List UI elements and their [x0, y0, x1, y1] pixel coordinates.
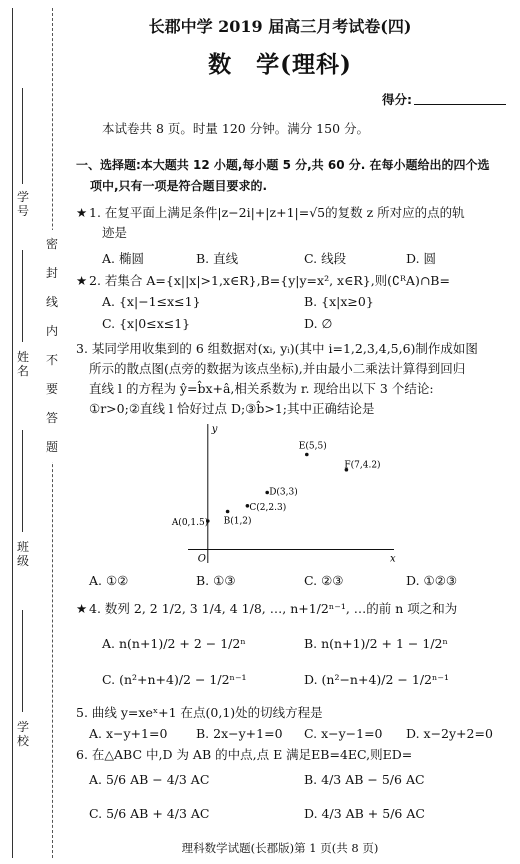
- q5-option-c[interactable]: C. x−y−1=0: [304, 726, 383, 741]
- q5-option-d[interactable]: D. x−2y+2=0: [406, 726, 493, 741]
- subject-title: 数 学(理科): [208, 51, 352, 78]
- q2-stem: 2. 若集合 A={x||x|>1,x∈R},B={y|y=x², x∈R},则(∁ᴿA)∩B=: [89, 273, 450, 288]
- scatter-point-e: [305, 453, 309, 457]
- q6-option-b[interactable]: B. 4/3 AB − 5/6 AC: [304, 772, 425, 787]
- x-axis-label: x: [390, 553, 396, 565]
- q3-option-d[interactable]: D. ①②③: [406, 573, 458, 588]
- q4-option-b[interactable]: B. n(n+1)/2 + 1 − 1/2ⁿ: [304, 636, 448, 651]
- q2-option-c[interactable]: C. {x|0≤x≤1}: [102, 316, 191, 331]
- star-icon: ★: [76, 205, 88, 220]
- star-icon: ★: [76, 273, 88, 288]
- q4-stem: 4. 数列 2, 2 1/2, 3 1/4, 4 1/8, …, n+1/2ⁿ⁻¹, …的前 n 项之和为: [89, 601, 458, 616]
- school-blank: [22, 610, 23, 712]
- origin-label: O: [197, 553, 207, 565]
- q3-option-a[interactable]: A. ①②: [89, 573, 129, 588]
- q1-option-a[interactable]: A. 椭圆: [102, 251, 144, 266]
- scatter-point-label-f: F(7,4.2): [344, 460, 381, 471]
- q6-stem: 6. 在△ABC 中,D 为 AB 的中点,点 E 满足EB=4EC,则ED=: [76, 747, 413, 762]
- scatter-point-label-e: E(5,5): [298, 441, 327, 452]
- q6-option-c[interactable]: C. 5/6 AB + 4/3 AC: [89, 806, 210, 821]
- scatter-point-b: [226, 510, 230, 514]
- scatter-point-label-d: D(3,3): [269, 487, 298, 498]
- q1-option-d[interactable]: D. 圆: [406, 251, 437, 266]
- y-axis-label: y: [211, 424, 218, 435]
- section-heading-line2: 项中,只有一项是符合题目要求的.: [90, 179, 268, 193]
- q3-stem-line2: 所示的散点图(点旁的数据为该点坐标),并由最小二乘法计算得到回归: [89, 361, 466, 376]
- q5-option-a[interactable]: A. x−y+1=0: [89, 726, 168, 741]
- score-label: 得分:: [382, 92, 412, 107]
- q6-option-d[interactable]: D. 4/3 AB + 5/6 AC: [304, 806, 425, 821]
- star-icon: ★: [76, 601, 88, 616]
- q3-option-c[interactable]: C. ②③: [304, 573, 344, 588]
- scatter-point-label-b: B(1,2): [223, 516, 252, 527]
- label-school: 学 校: [16, 720, 29, 748]
- student-number-blank: [22, 88, 23, 184]
- q4-option-a[interactable]: A. n(n+1)/2 + 2 − 1/2ⁿ: [102, 636, 246, 651]
- seal-line-notice: 密 封 线 内 不 要 答 题: [45, 230, 59, 462]
- scatter-point-label-c: C(2,2.3): [249, 502, 287, 513]
- q1-option-c[interactable]: C. 线段: [304, 251, 347, 266]
- label-student-number: 学 号: [16, 190, 29, 218]
- exam-title: 长郡中学 2019 届高三月考试卷(四): [148, 17, 412, 36]
- exam-intro: 本试卷共 8 页。时量 120 分钟。满分 150 分。: [102, 121, 370, 136]
- label-name: 姓 名: [16, 350, 29, 378]
- q4-option-d[interactable]: D. (n²−n+4)/2 − 1/2ⁿ⁻¹: [304, 672, 450, 687]
- q1-option-b[interactable]: B. 直线: [196, 251, 239, 266]
- q2-option-a[interactable]: A. {x|−1≤x≤1}: [102, 294, 201, 309]
- scatter-plot: [171, 420, 400, 565]
- label-class: 班 级: [16, 540, 29, 568]
- q2-option-b[interactable]: B. {x|x≥0}: [304, 294, 374, 309]
- q1-stem-line2: 迹是: [102, 225, 128, 240]
- q5-stem: 5. 曲线 y=xeˣ+1 在点(0,1)处的切线方程是: [76, 705, 323, 720]
- page-footer: 理科数学试题(长郡版)第 1 页(共 8 页): [181, 841, 379, 855]
- q6-option-a[interactable]: A. 5/6 AB − 4/3 AC: [89, 772, 210, 787]
- section-heading-line1: 一、选择题:本大题共 12 小题,每小题 5 分,共 60 分. 在每小题给出的四个选: [76, 158, 490, 172]
- q3-stem-line1: 3. 某同学用收集到的 6 组数据对(xᵢ, yᵢ)(其中 i=1,2,3,4,5,6)制作成如图: [76, 341, 478, 356]
- name-blank: [22, 250, 23, 342]
- class-blank: [22, 430, 23, 532]
- scatter-point-label-a: A(0,1.5): [171, 518, 209, 528]
- q3-stem-line4: ①r>0;②直线 l 恰好过点 D;③b̂>1;其中正确结论是: [89, 401, 375, 416]
- q1-stem-line1: 1. 在复平面上满足条件|z−2i|+|z+1|=√5的复数 z 所对应的点的轨: [89, 205, 465, 220]
- margin-border-line: [12, 8, 13, 858]
- q3-option-b[interactable]: B. ①③: [196, 573, 236, 588]
- q5-option-b[interactable]: B. 2x−y+1=0: [196, 726, 283, 741]
- q2-option-d[interactable]: D. ∅: [304, 316, 333, 331]
- score-blank[interactable]: [414, 104, 506, 105]
- q3-stem-line3: 直线 l 的方程为 ŷ=b̂x+â,相关系数为 r. 现给出以下 3 个结论:: [89, 381, 434, 396]
- q4-option-c[interactable]: C. (n²+n+4)/2 − 1/2ⁿ⁻¹: [102, 672, 247, 687]
